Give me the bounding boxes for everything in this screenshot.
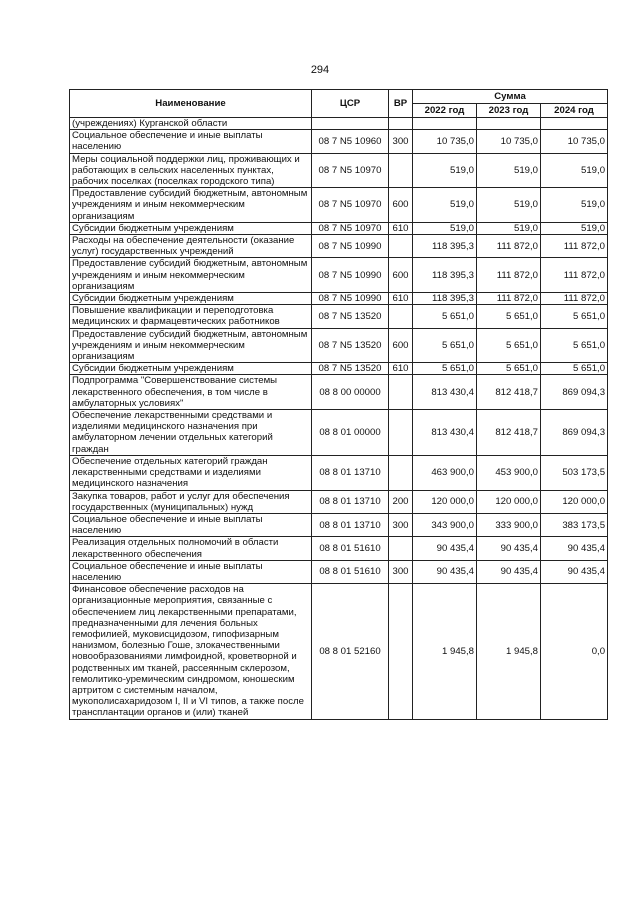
table-row	[70, 455, 608, 490]
table-row	[70, 537, 608, 560]
row-value-2024-cell: 0,0	[541, 584, 608, 719]
row-csr-cell: 08 7 N5 10990	[312, 235, 389, 258]
row-value-2022-cell: 118 395,3	[413, 258, 477, 293]
row-value-2024-cell: 111 872,0	[541, 258, 608, 293]
row-csr-cell: 08 7 N5 10970	[312, 222, 389, 234]
row-vr-cell	[389, 410, 413, 456]
row-vr-cell	[389, 584, 413, 719]
row-vr-cell: 610	[389, 363, 413, 375]
row-name-cell: Социальное обеспечение и иные выплаты населению	[70, 513, 312, 536]
table-row	[70, 118, 608, 130]
row-value-2022-cell	[413, 118, 477, 130]
row-name-cell: Закупка товаров, работ и услуг для обеспечения государственных (муниципальных) нужд	[70, 490, 312, 513]
row-value-2022-cell: 519,0	[413, 153, 477, 188]
row-value-2022-cell: 90 435,4	[413, 560, 477, 583]
table-row	[70, 410, 608, 456]
row-value-2022-cell: 120 000,0	[413, 490, 477, 513]
table-row	[70, 584, 608, 719]
row-value-2024-cell: 120 000,0	[541, 490, 608, 513]
row-value-2024-cell: 10 735,0	[541, 130, 608, 153]
table-row	[70, 305, 608, 328]
header-vr: ВР	[389, 90, 413, 118]
row-csr-cell: 08 7 N5 10970	[312, 188, 389, 223]
row-value-2023-cell: 10 735,0	[477, 130, 541, 153]
row-value-2023-cell: 90 435,4	[477, 560, 541, 583]
row-value-2022-cell: 5 651,0	[413, 363, 477, 375]
table-row	[70, 560, 608, 583]
table-body	[70, 118, 608, 720]
row-name-cell: Обеспечение отдельных категорий граждан лекарственными средствами и изделиями медицинского назначения	[70, 455, 312, 490]
row-name-cell: Повышение квалификации и переподготовка медицинских и фармацевтических работников	[70, 305, 312, 328]
row-csr-cell: 08 8 00 00000	[312, 375, 389, 410]
header-sum: Сумма	[413, 90, 608, 104]
row-value-2023-cell: 111 872,0	[477, 293, 541, 305]
row-vr-cell	[389, 118, 413, 130]
row-vr-cell: 600	[389, 188, 413, 223]
row-vr-cell: 610	[389, 222, 413, 234]
row-name-cell: Субсидии бюджетным учреждениям	[70, 222, 312, 234]
row-value-2024-cell: 383 173,5	[541, 513, 608, 536]
row-name-cell: Обеспечение лекарственными средствами и изделиями медицинского назначения при амбулаторном лечении отдельных категорий граждан	[70, 410, 312, 456]
row-csr-cell: 08 8 01 51610	[312, 560, 389, 583]
header-year-2022: 2022 год	[413, 104, 477, 118]
row-value-2024-cell	[541, 118, 608, 130]
row-name-cell: Расходы на обеспечение деятельности (оказание услуг) государственных учреждений	[70, 235, 312, 258]
row-vr-cell: 300	[389, 130, 413, 153]
row-value-2024-cell: 869 094,3	[541, 375, 608, 410]
row-value-2024-cell: 111 872,0	[541, 293, 608, 305]
row-value-2022-cell: 813 430,4	[413, 410, 477, 456]
row-csr-cell: 08 8 01 13710	[312, 490, 389, 513]
row-value-2023-cell: 519,0	[477, 153, 541, 188]
row-name-cell: Финансовое обеспечение расходов на организационные мероприятия, связанные с обеспечением лиц лекарственными препаратами, предназначенными для лечения больных гемофилией, муковисцидозом, гипофизарным нанизмом, болезнью Гоше, злокачественными новообразованиями лимфоидной, кроветворной и родственных им тканей, рассеянным склерозом, гемолитико-уремическим синдромом, юношеским артритом с системным началом, мукополисахаридозом I, II и VI типов, а также после трансплантации органов и (или) тканей	[70, 584, 312, 719]
header-year-2024: 2024 год	[541, 104, 608, 118]
row-vr-cell	[389, 235, 413, 258]
row-vr-cell	[389, 153, 413, 188]
row-value-2023-cell: 453 900,0	[477, 455, 541, 490]
row-name-cell: Предоставление субсидий бюджетным, автономным учреждениям и иным некоммерческим организациям	[70, 328, 312, 363]
row-csr-cell: 08 8 01 52160	[312, 584, 389, 719]
table-row	[70, 222, 608, 234]
row-csr-cell: 08 7 N5 10990	[312, 258, 389, 293]
table-row	[70, 153, 608, 188]
row-value-2024-cell: 5 651,0	[541, 305, 608, 328]
row-value-2023-cell: 5 651,0	[477, 328, 541, 363]
row-name-cell: Предоставление субсидий бюджетным, автономным учреждениям и иным некоммерческим организациям	[70, 258, 312, 293]
row-value-2023-cell: 1 945,8	[477, 584, 541, 719]
header-name: Наименование	[70, 90, 312, 118]
row-name-cell: Субсидии бюджетным учреждениям	[70, 363, 312, 375]
row-value-2024-cell: 111 872,0	[541, 235, 608, 258]
row-value-2023-cell: 111 872,0	[477, 258, 541, 293]
table-row	[70, 490, 608, 513]
row-csr-cell: 08 7 N5 13520	[312, 363, 389, 375]
row-name-cell: Предоставление субсидий бюджетным, автономным учреждениям и иным некоммерческим организациям	[70, 188, 312, 223]
table-row	[70, 293, 608, 305]
row-value-2022-cell: 519,0	[413, 188, 477, 223]
row-name-cell: Подпрограмма "Совершенствование системы лекарственного обеспечения, в том числе в амбулаторных условиях"	[70, 375, 312, 410]
table-row	[70, 363, 608, 375]
row-csr-cell: 08 7 N5 10970	[312, 153, 389, 188]
row-value-2022-cell: 1 945,8	[413, 584, 477, 719]
row-value-2024-cell: 519,0	[541, 153, 608, 188]
row-value-2023-cell: 5 651,0	[477, 305, 541, 328]
row-name-cell: Субсидии бюджетным учреждениям	[70, 293, 312, 305]
row-value-2024-cell: 90 435,4	[541, 537, 608, 560]
row-vr-cell: 600	[389, 328, 413, 363]
table-header	[70, 90, 608, 118]
table-row	[70, 258, 608, 293]
row-value-2024-cell: 869 094,3	[541, 410, 608, 456]
row-csr-cell: 08 8 01 13710	[312, 513, 389, 536]
row-vr-cell	[389, 455, 413, 490]
row-vr-cell	[389, 305, 413, 328]
row-value-2023-cell: 90 435,4	[477, 537, 541, 560]
row-csr-cell: 08 7 N5 10960	[312, 130, 389, 153]
row-name-cell: Социальное обеспечение и иные выплаты населению	[70, 560, 312, 583]
row-value-2024-cell: 5 651,0	[541, 363, 608, 375]
table-row	[70, 188, 608, 223]
row-value-2022-cell: 519,0	[413, 222, 477, 234]
header-year-2023: 2023 год	[477, 104, 541, 118]
row-vr-cell: 600	[389, 258, 413, 293]
row-value-2022-cell: 10 735,0	[413, 130, 477, 153]
row-value-2022-cell: 90 435,4	[413, 537, 477, 560]
row-vr-cell: 200	[389, 490, 413, 513]
table-row	[70, 328, 608, 363]
row-name-cell: Меры социальной поддержки лиц, проживающих и работающих в сельских населенных пунктах, рабочих поселках (поселках городского типа)	[70, 153, 312, 188]
header-csr: ЦСР	[312, 90, 389, 118]
row-vr-cell: 610	[389, 293, 413, 305]
table-row	[70, 235, 608, 258]
row-value-2023-cell: 812 418,7	[477, 375, 541, 410]
row-csr-cell	[312, 118, 389, 130]
row-value-2023-cell: 111 872,0	[477, 235, 541, 258]
table-row	[70, 375, 608, 410]
row-value-2023-cell: 333 900,0	[477, 513, 541, 536]
row-vr-cell	[389, 537, 413, 560]
row-vr-cell	[389, 375, 413, 410]
row-value-2022-cell: 463 900,0	[413, 455, 477, 490]
row-value-2022-cell: 118 395,3	[413, 293, 477, 305]
table-row	[70, 513, 608, 536]
row-value-2024-cell: 90 435,4	[541, 560, 608, 583]
row-name-cell: Социальное обеспечение и иные выплаты населению	[70, 130, 312, 153]
row-name-cell: (учреждениях) Курганской области	[70, 118, 312, 130]
row-value-2023-cell: 519,0	[477, 188, 541, 223]
row-value-2024-cell: 519,0	[541, 222, 608, 234]
page-number: 294	[310, 64, 330, 76]
row-value-2024-cell: 503 173,5	[541, 455, 608, 490]
row-value-2023-cell: 120 000,0	[477, 490, 541, 513]
row-csr-cell: 08 8 01 13710	[312, 455, 389, 490]
row-value-2022-cell: 813 430,4	[413, 375, 477, 410]
row-csr-cell: 08 7 N5 13520	[312, 328, 389, 363]
row-name-cell: Реализация отдельных полномочий в области лекарственного обеспечения	[70, 537, 312, 560]
row-vr-cell: 300	[389, 513, 413, 536]
row-csr-cell: 08 8 01 00000	[312, 410, 389, 456]
budget-table	[69, 89, 608, 720]
row-csr-cell: 08 8 01 51610	[312, 537, 389, 560]
row-value-2023-cell	[477, 118, 541, 130]
row-value-2023-cell: 519,0	[477, 222, 541, 234]
row-value-2023-cell: 5 651,0	[477, 363, 541, 375]
row-value-2022-cell: 5 651,0	[413, 328, 477, 363]
row-value-2024-cell: 519,0	[541, 188, 608, 223]
row-value-2022-cell: 5 651,0	[413, 305, 477, 328]
row-value-2022-cell: 343 900,0	[413, 513, 477, 536]
row-csr-cell: 08 7 N5 13520	[312, 305, 389, 328]
row-value-2022-cell: 118 395,3	[413, 235, 477, 258]
row-vr-cell: 300	[389, 560, 413, 583]
row-value-2023-cell: 812 418,7	[477, 410, 541, 456]
table-row	[70, 130, 608, 153]
row-csr-cell: 08 7 N5 10990	[312, 293, 389, 305]
row-value-2024-cell: 5 651,0	[541, 328, 608, 363]
